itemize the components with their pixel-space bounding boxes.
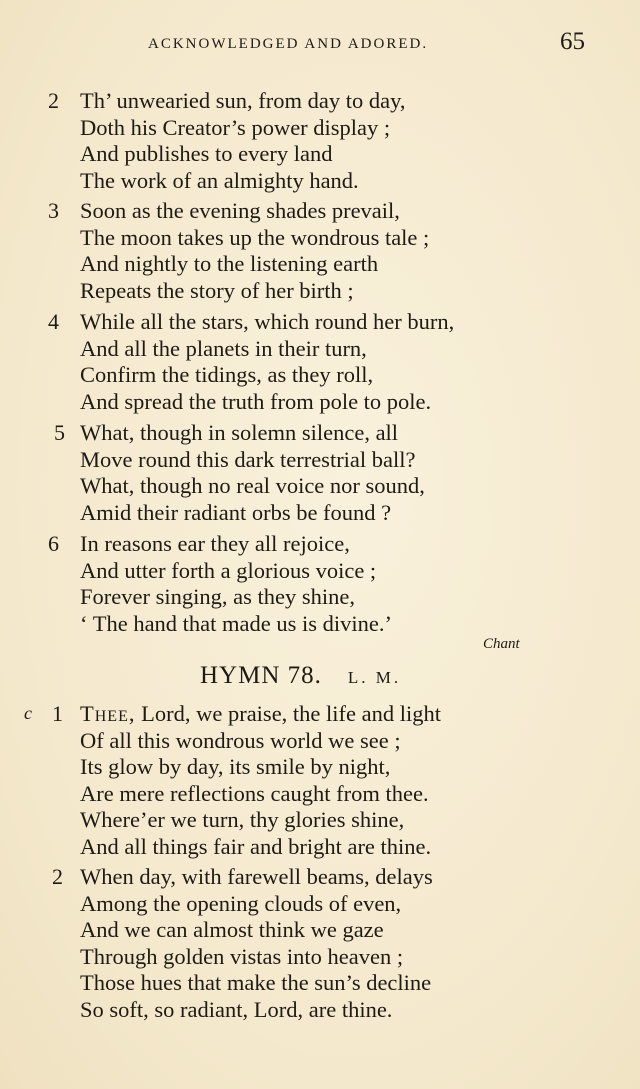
hymn-meter: L. M. <box>347 668 402 687</box>
stanza-lines <box>80 420 425 526</box>
stanza-lines <box>80 88 406 194</box>
verse-line: Those hues that make the sun’s decline <box>80 970 432 995</box>
verse-line <box>80 701 441 728</box>
verse-line: And we can almost think we gaze <box>80 917 384 942</box>
verse-line: While all the stars, which round her burn, <box>80 309 455 334</box>
verse-line: Forever singing, as they shine, <box>80 584 355 609</box>
verse-line: Where’er we turn, thy glories shine, <box>80 807 405 832</box>
stanza-number: 2 <box>48 88 59 113</box>
verse-line: And nightly to the listening earth <box>80 251 379 276</box>
verse-line: Are mere reflections caught from thee. <box>80 780 429 806</box>
verse-line: Move round this dark terrestrial ball? <box>80 446 416 472</box>
verse-line: Th’ unwearied sun, from day to day, <box>80 88 406 113</box>
verse-line: Soon as the evening shades prevail, <box>80 198 400 223</box>
first-line-rest: Lord, we praise, the life and light <box>135 701 442 726</box>
stanza-lines <box>80 864 433 1023</box>
first-word: Thee, <box>80 701 136 726</box>
verse-line: And all things fair and bright are thine. <box>80 833 432 859</box>
verse-line: In reasons ear they all rejoice, <box>80 531 350 556</box>
page-number: 65 <box>560 28 585 55</box>
verse-line: And publishes to every land <box>80 141 333 166</box>
verse-line: And spread the truth from pole to pole. <box>80 388 432 414</box>
verse-line: The work of an almighty hand. <box>80 167 359 193</box>
verse-line: Confirm the tidings, as they roll, <box>80 362 374 387</box>
stanza-number: 5 <box>54 420 65 445</box>
direction-mark: c <box>24 703 32 723</box>
running-head: ACKNOWLEDGED AND ADORED. <box>148 36 429 52</box>
verse-line: Through golden vistas into heaven ; <box>80 943 404 969</box>
stanza-lines <box>80 309 454 415</box>
verse-line: Among the opening clouds of even, <box>80 890 402 916</box>
stanza-lines <box>80 531 392 637</box>
stanza-lines <box>80 701 441 860</box>
verse-line: What, though no real voice nor sound, <box>80 473 425 498</box>
verse-line: Doth his Creator’s power display ; <box>80 114 391 140</box>
verse-line: What, though in solemn silence, all <box>80 420 399 445</box>
verse-line: And all the planets in their turn, <box>80 335 367 361</box>
verse-line: Amid their radiant orbs be found ? <box>80 499 392 525</box>
verse-line: ‘ The hand that made us is divine.’ <box>80 610 393 636</box>
stanza-number: 2 <box>52 864 63 889</box>
stanza-number: 3 <box>48 198 59 223</box>
stanza-number: 4 <box>48 309 59 334</box>
verse-line: When day, with farewell beams, delays <box>80 864 433 889</box>
hymn-heading <box>200 662 401 690</box>
verse-line: The moon takes up the wondrous tale ; <box>80 224 430 250</box>
stanza-number: 6 <box>48 531 59 556</box>
verse-line: Of all this wondrous world we see ; <box>80 727 401 753</box>
verse-line: And utter forth a glorious voice ; <box>80 557 377 583</box>
verse-line: So soft, so radiant, Lord, are thine. <box>80 996 393 1022</box>
hymn-title: HYMN 78. <box>200 662 322 689</box>
stanza-number: 1 <box>52 701 63 726</box>
verse-line: Its glow by day, its smile by night, <box>80 754 391 779</box>
stanza-lines <box>80 198 429 304</box>
verse-line: Repeats the story of her birth ; <box>80 277 354 303</box>
tune-name: Chant <box>483 636 520 652</box>
